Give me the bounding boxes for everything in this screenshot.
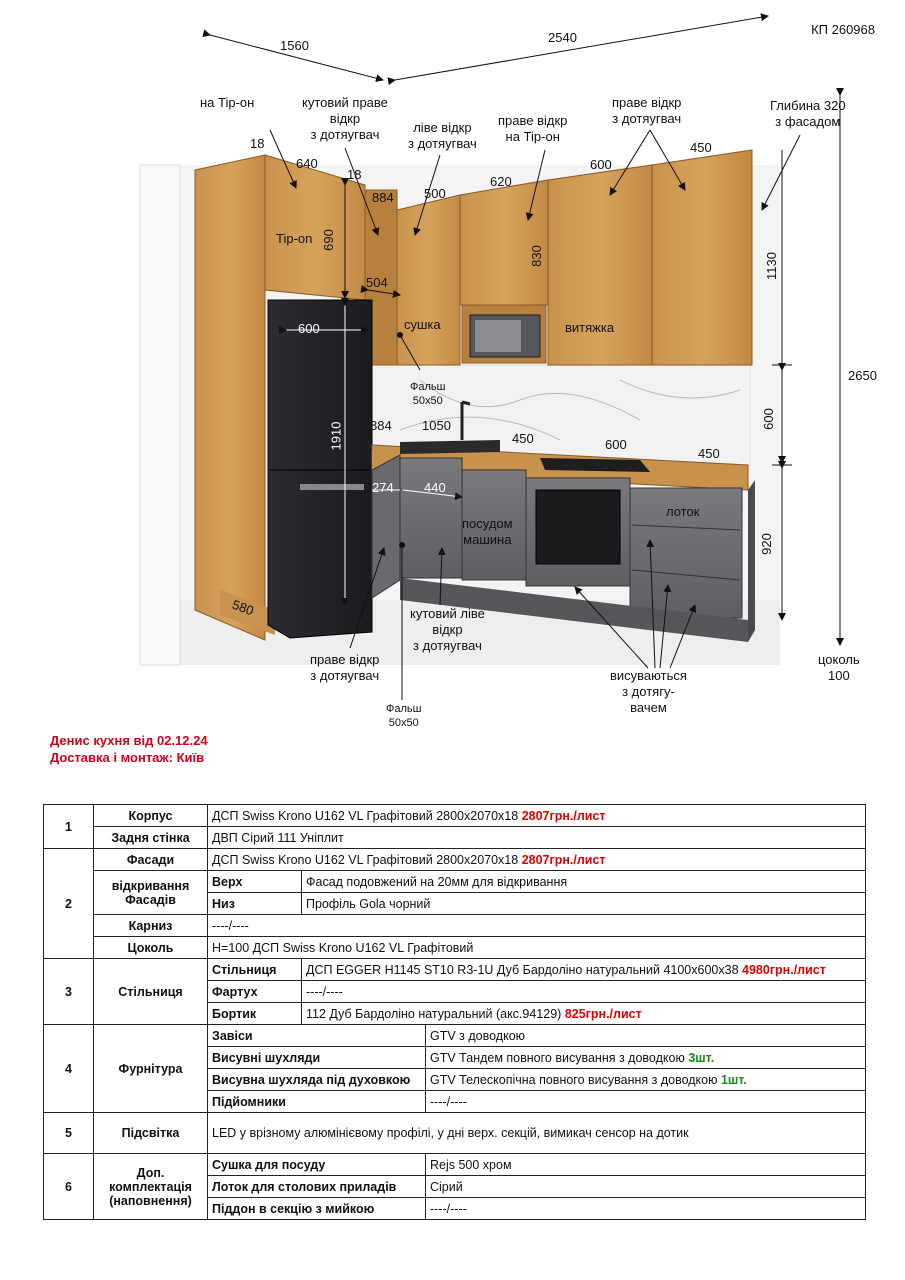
edge-label: Бортик	[208, 1003, 302, 1025]
dim-500: 500	[424, 186, 446, 201]
oven-drawer-qty: 1шт.	[720, 1072, 747, 1087]
extras-group: Доп. комплектація (наповнення)	[94, 1154, 208, 1220]
table-row	[44, 871, 866, 893]
apron-label: Фартух	[208, 981, 302, 1003]
table-row	[44, 827, 866, 849]
dim-440: 440	[424, 480, 446, 495]
oven-drawer-value: GTV Телескопічна повного висування з доводкою 1шт.	[426, 1069, 866, 1091]
top-value: Фасад подовжений на 20мм для відкривання	[302, 871, 866, 893]
dim-580: 580	[230, 596, 256, 619]
client-line-2: Доставка і монтаж: Київ	[50, 750, 205, 765]
hinges-label: Завіси	[208, 1025, 426, 1047]
countertop-value: ДСП EGGER H1145 ST10 R3-1U Дуб Бардоліно натуральний 4100х600х38 4980грн./лист	[302, 959, 866, 981]
countertop-label: Стільниця	[208, 959, 302, 981]
spec-table	[43, 804, 866, 1220]
document-code: КП 260968	[811, 22, 875, 37]
dim-1050: 1050	[422, 418, 451, 433]
client-line-1: Денис кухня від 02.12.24	[50, 733, 208, 748]
dim-830: 830	[528, 245, 544, 267]
label-false-panel-a: Фальш 50х50	[410, 381, 446, 407]
label-left-open-top: ліве відкр з дотяугвач	[408, 120, 477, 151]
back-value: ДВП Сірий 111 Уніплит	[208, 827, 866, 849]
korpus-value: ДСП Swiss Krono U162 VL Графітовий 2800х2070х18 2807грн./лист	[208, 805, 866, 827]
edge-price: 825грн./лист	[564, 1006, 642, 1021]
dim-2650: 2650	[848, 368, 877, 383]
client-info	[50, 732, 208, 766]
dim-1560: 1560	[280, 38, 309, 53]
label-plinth: цоколь 100	[818, 652, 860, 683]
oven-drawer-label: Висувна шухляда під духовкою	[208, 1069, 426, 1091]
drawers-value: GTV Тандем повного висування з доводкою 3шт.	[426, 1047, 866, 1069]
dryer-value: Rejs 500 хром	[426, 1154, 866, 1176]
label-right-tipon: праве відкр на Tip-он	[498, 113, 568, 144]
opening-label: відкривання Фасадів	[94, 871, 208, 915]
row-num-3: 3	[44, 959, 94, 1025]
facades-label: Фасади	[94, 849, 208, 871]
dim-504: 504	[366, 275, 388, 290]
top-label: Верх	[208, 871, 302, 893]
cornice-label: Карниз	[94, 915, 208, 937]
drawers-label: Висувні шухляди	[208, 1047, 426, 1069]
cutlery-label: Лоток для столових приладів	[208, 1176, 426, 1198]
korpus-label: Корпус	[94, 805, 208, 827]
countertop-group: Стільниця	[94, 959, 208, 1025]
dim-450b: 450	[512, 431, 534, 446]
label-tray: лоток	[666, 504, 700, 519]
label-depth-note: Глибина 320 з фасадом	[770, 98, 846, 129]
dim-640: 640	[296, 156, 318, 171]
dim-18b: 18	[347, 167, 362, 182]
label-dryer: сушка	[404, 317, 441, 332]
dim-274: 274	[372, 480, 394, 495]
label-hood: витяжка	[565, 320, 615, 335]
plinth-value: H=100 ДСП Swiss Krono U162 VL Графітовий	[208, 937, 866, 959]
dim-450a: 450	[690, 140, 712, 155]
lighting-value: LED у врізному алюмінієвому профілі, у дні верх. секцій, вимикач сенсор на дотик	[208, 1113, 866, 1154]
dim-920: 920	[758, 533, 774, 555]
dim-600d: 600	[760, 408, 776, 430]
cornice-value: ----/----	[208, 915, 866, 937]
table-row	[44, 1154, 866, 1176]
facades-value: ДСП Swiss Krono U162 VL Графітовий 2800х2070х18 2807грн./лист	[208, 849, 866, 871]
row-num-5: 5	[44, 1113, 94, 1154]
row-num-6: 6	[44, 1154, 94, 1220]
table-row	[44, 849, 866, 871]
label-right-handle-top: праве відкр з дотяугвач	[612, 95, 682, 126]
dim-884b: 884	[370, 418, 392, 433]
row-num-4: 4	[44, 1025, 94, 1113]
drawers-qty: 3шт.	[688, 1050, 715, 1065]
apron-value: ----/----	[302, 981, 866, 1003]
row-num-2: 2	[44, 849, 94, 959]
plinth-label: Цоколь	[94, 937, 208, 959]
lighting-group: Підсвітка	[94, 1113, 208, 1154]
cutlery-value: Сірий	[426, 1176, 866, 1198]
lifts-value: ----/----	[426, 1091, 866, 1113]
row-num-1: 1	[44, 805, 94, 849]
dim-600c: 600	[605, 437, 627, 452]
facades-price: 2807грн./лист	[521, 852, 606, 867]
hardware-group: Фурнітура	[94, 1025, 208, 1113]
dryer-label: Сушка для посуду	[208, 1154, 426, 1176]
table-row	[44, 937, 866, 959]
dim-1130: 1130	[763, 252, 779, 280]
bottom-label: Низ	[208, 893, 302, 915]
label-tipon: Tip-on	[276, 231, 313, 246]
dim-600a: 600	[590, 157, 612, 172]
countertop-price: 4980грн./лист	[742, 962, 826, 977]
table-row	[44, 805, 866, 827]
label-drawers-pull: висуваються з дотягу- вачем	[610, 668, 687, 715]
edge-value: 112 Дуб Бардоліно натуральний (акс.94129) 825грн./лист	[302, 1003, 866, 1025]
sink-tray-value: ----/----	[426, 1198, 866, 1220]
dim-2540: 2540	[548, 30, 577, 45]
label-right-open-bottom: праве відкр з дотяугвач	[310, 652, 380, 683]
hinges-value: GTV з доводкою	[426, 1025, 866, 1047]
dim-620: 620	[490, 174, 512, 189]
label-false-panel-b: Фальш 50х50	[386, 703, 422, 729]
table-row	[44, 1025, 866, 1047]
table-row	[44, 1113, 866, 1154]
dim-600b: 600	[298, 321, 320, 336]
sink-tray-label: Піддон в секцію з мийкою	[208, 1198, 426, 1220]
dim-1910: 1910	[328, 421, 344, 451]
dim-884a: 884	[372, 190, 394, 205]
label-corner-left: кутовий ліве відкр з дотяугвач	[410, 606, 485, 653]
dim-450c: 450	[698, 446, 720, 461]
label-tipon-top-left: на Tip-он	[200, 95, 255, 110]
lifts-label: Підйомники	[208, 1091, 426, 1113]
bottom-value: Профіль Gola чорний	[302, 893, 866, 915]
korpus-price: 2807грн./лист	[521, 808, 606, 823]
table-row	[44, 915, 866, 937]
table-row	[44, 959, 866, 981]
dim-690: 690	[320, 229, 336, 251]
label-corner-right-top: кутовий праве відкр з дотяугвач	[302, 95, 388, 142]
dim-18a: 18	[250, 136, 265, 151]
back-label: Задня стінка	[94, 827, 208, 849]
label-dishwasher: посудом машина	[462, 516, 513, 547]
